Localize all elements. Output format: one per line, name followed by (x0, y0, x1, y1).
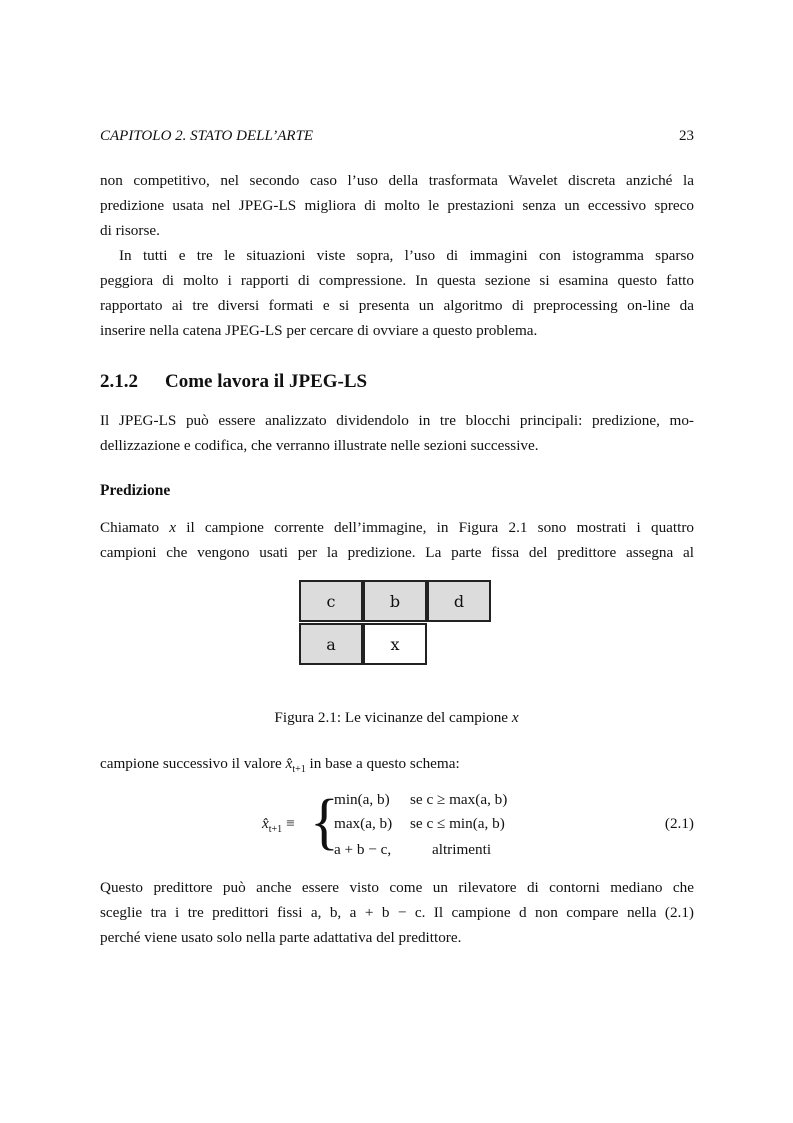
case-condition: altrimenti (432, 841, 492, 858)
text-line: inserire nella catena JPEG-LS per cercare di ovviare a questo problema. (100, 322, 538, 339)
text-line: dellizzazione e codifica, che verranno illustrate nelle sezioni successive. (100, 437, 539, 454)
equation-number: (2.1) (664, 815, 694, 832)
paragraph-2 (100, 243, 694, 343)
cell-a: a (299, 623, 363, 665)
paragraph-3 (100, 408, 694, 458)
text-line (100, 515, 694, 540)
text-line: di risorse. (100, 222, 160, 239)
math-var: x (511, 709, 519, 726)
cell-c: c (299, 580, 363, 622)
math-subscript: t+1 (292, 764, 306, 776)
text-line: rapportato ai tre diversi formati e si presenta un algoritmo di preprocessing on-line da (100, 297, 694, 314)
subsection-heading: Predizione (100, 482, 171, 499)
text-fragment: il campione corrente dell’immagine, in Figura 2.1 sono mostrati i quattro (186, 519, 694, 536)
text-line: Il JPEG-LS può essere analizzato dividendolo in tre blocchi principali: predizione, mo- (100, 412, 694, 429)
case-expr: a + b − c, (334, 841, 392, 858)
equation-2-1 (100, 787, 694, 867)
equation-case (334, 841, 492, 859)
text-line: peggiora di molto i rapporti di compressione. In questa sezione si esamina questo fatto (100, 272, 694, 289)
text-line: Questo predittore può anche essere visto come un rilevatore di contorni mediano che (100, 879, 694, 896)
paragraph-4 (100, 515, 694, 565)
paragraph-6 (100, 875, 694, 950)
figure-caption (0, 709, 793, 727)
equation-case (334, 791, 508, 809)
text-fragment: Chiamato (100, 519, 160, 536)
case-condition: se c ≤ min(a, b) (410, 815, 505, 832)
paragraph-1 (100, 168, 694, 243)
math-var: x̂ (262, 815, 269, 832)
running-header (100, 128, 694, 145)
text-line: In tutti e tre le situazioni viste sopra, l’uso di immagini con istogramma sparso (119, 247, 694, 264)
math-subscript: t+1 (268, 824, 283, 836)
equation-lhs (262, 815, 295, 835)
cell-d: d (427, 580, 491, 622)
case-expr: min(a, b) (334, 791, 390, 808)
text-line: perché viene usato solo nella parte adattativa del predittore. (100, 929, 462, 946)
cell-x: x (363, 623, 427, 665)
section-title: Come lavora il JPEG-LS (165, 371, 368, 392)
text-line (100, 751, 694, 782)
case-condition: se c ≥ max(a, b) (410, 791, 508, 808)
cell-b: b (363, 580, 427, 622)
text-line: non competitivo, nel secondo caso l’uso della trasformata Wavelet discreta anziché la (100, 172, 694, 189)
equiv-symbol: ≡ (285, 815, 295, 832)
text-fragment: in base a questo schema: (309, 755, 460, 772)
left-brace-icon: { (310, 786, 339, 856)
page-number: 23 (679, 128, 694, 144)
case-expr: max(a, b) (334, 815, 393, 832)
math-var: x̂ (285, 755, 293, 772)
text-line: predizione usata nel JPEG-LS migliora di molto le prestazioni senza un eccessivo spreco (100, 197, 694, 214)
section-number: 2.1.2 (100, 371, 138, 392)
section-heading (100, 371, 367, 393)
math-var: x (169, 519, 177, 536)
paragraph-5 (100, 751, 694, 782)
chapter-title: CAPITOLO 2. STATO DELL’ARTE (100, 128, 314, 144)
text-fragment: campione successivo il valore (100, 755, 282, 772)
text-line: sceglie tra i tre predittori fissi a, b, a + b − c. Il campione d non compare nella (2.1) (100, 904, 694, 921)
equation-case (334, 815, 505, 833)
text-line: campioni che vengono usati per la predizione. La parte fissa del predittore assegna al (100, 544, 694, 561)
caption-text: Figura 2.1: Le vicinanze del campione (274, 709, 509, 726)
